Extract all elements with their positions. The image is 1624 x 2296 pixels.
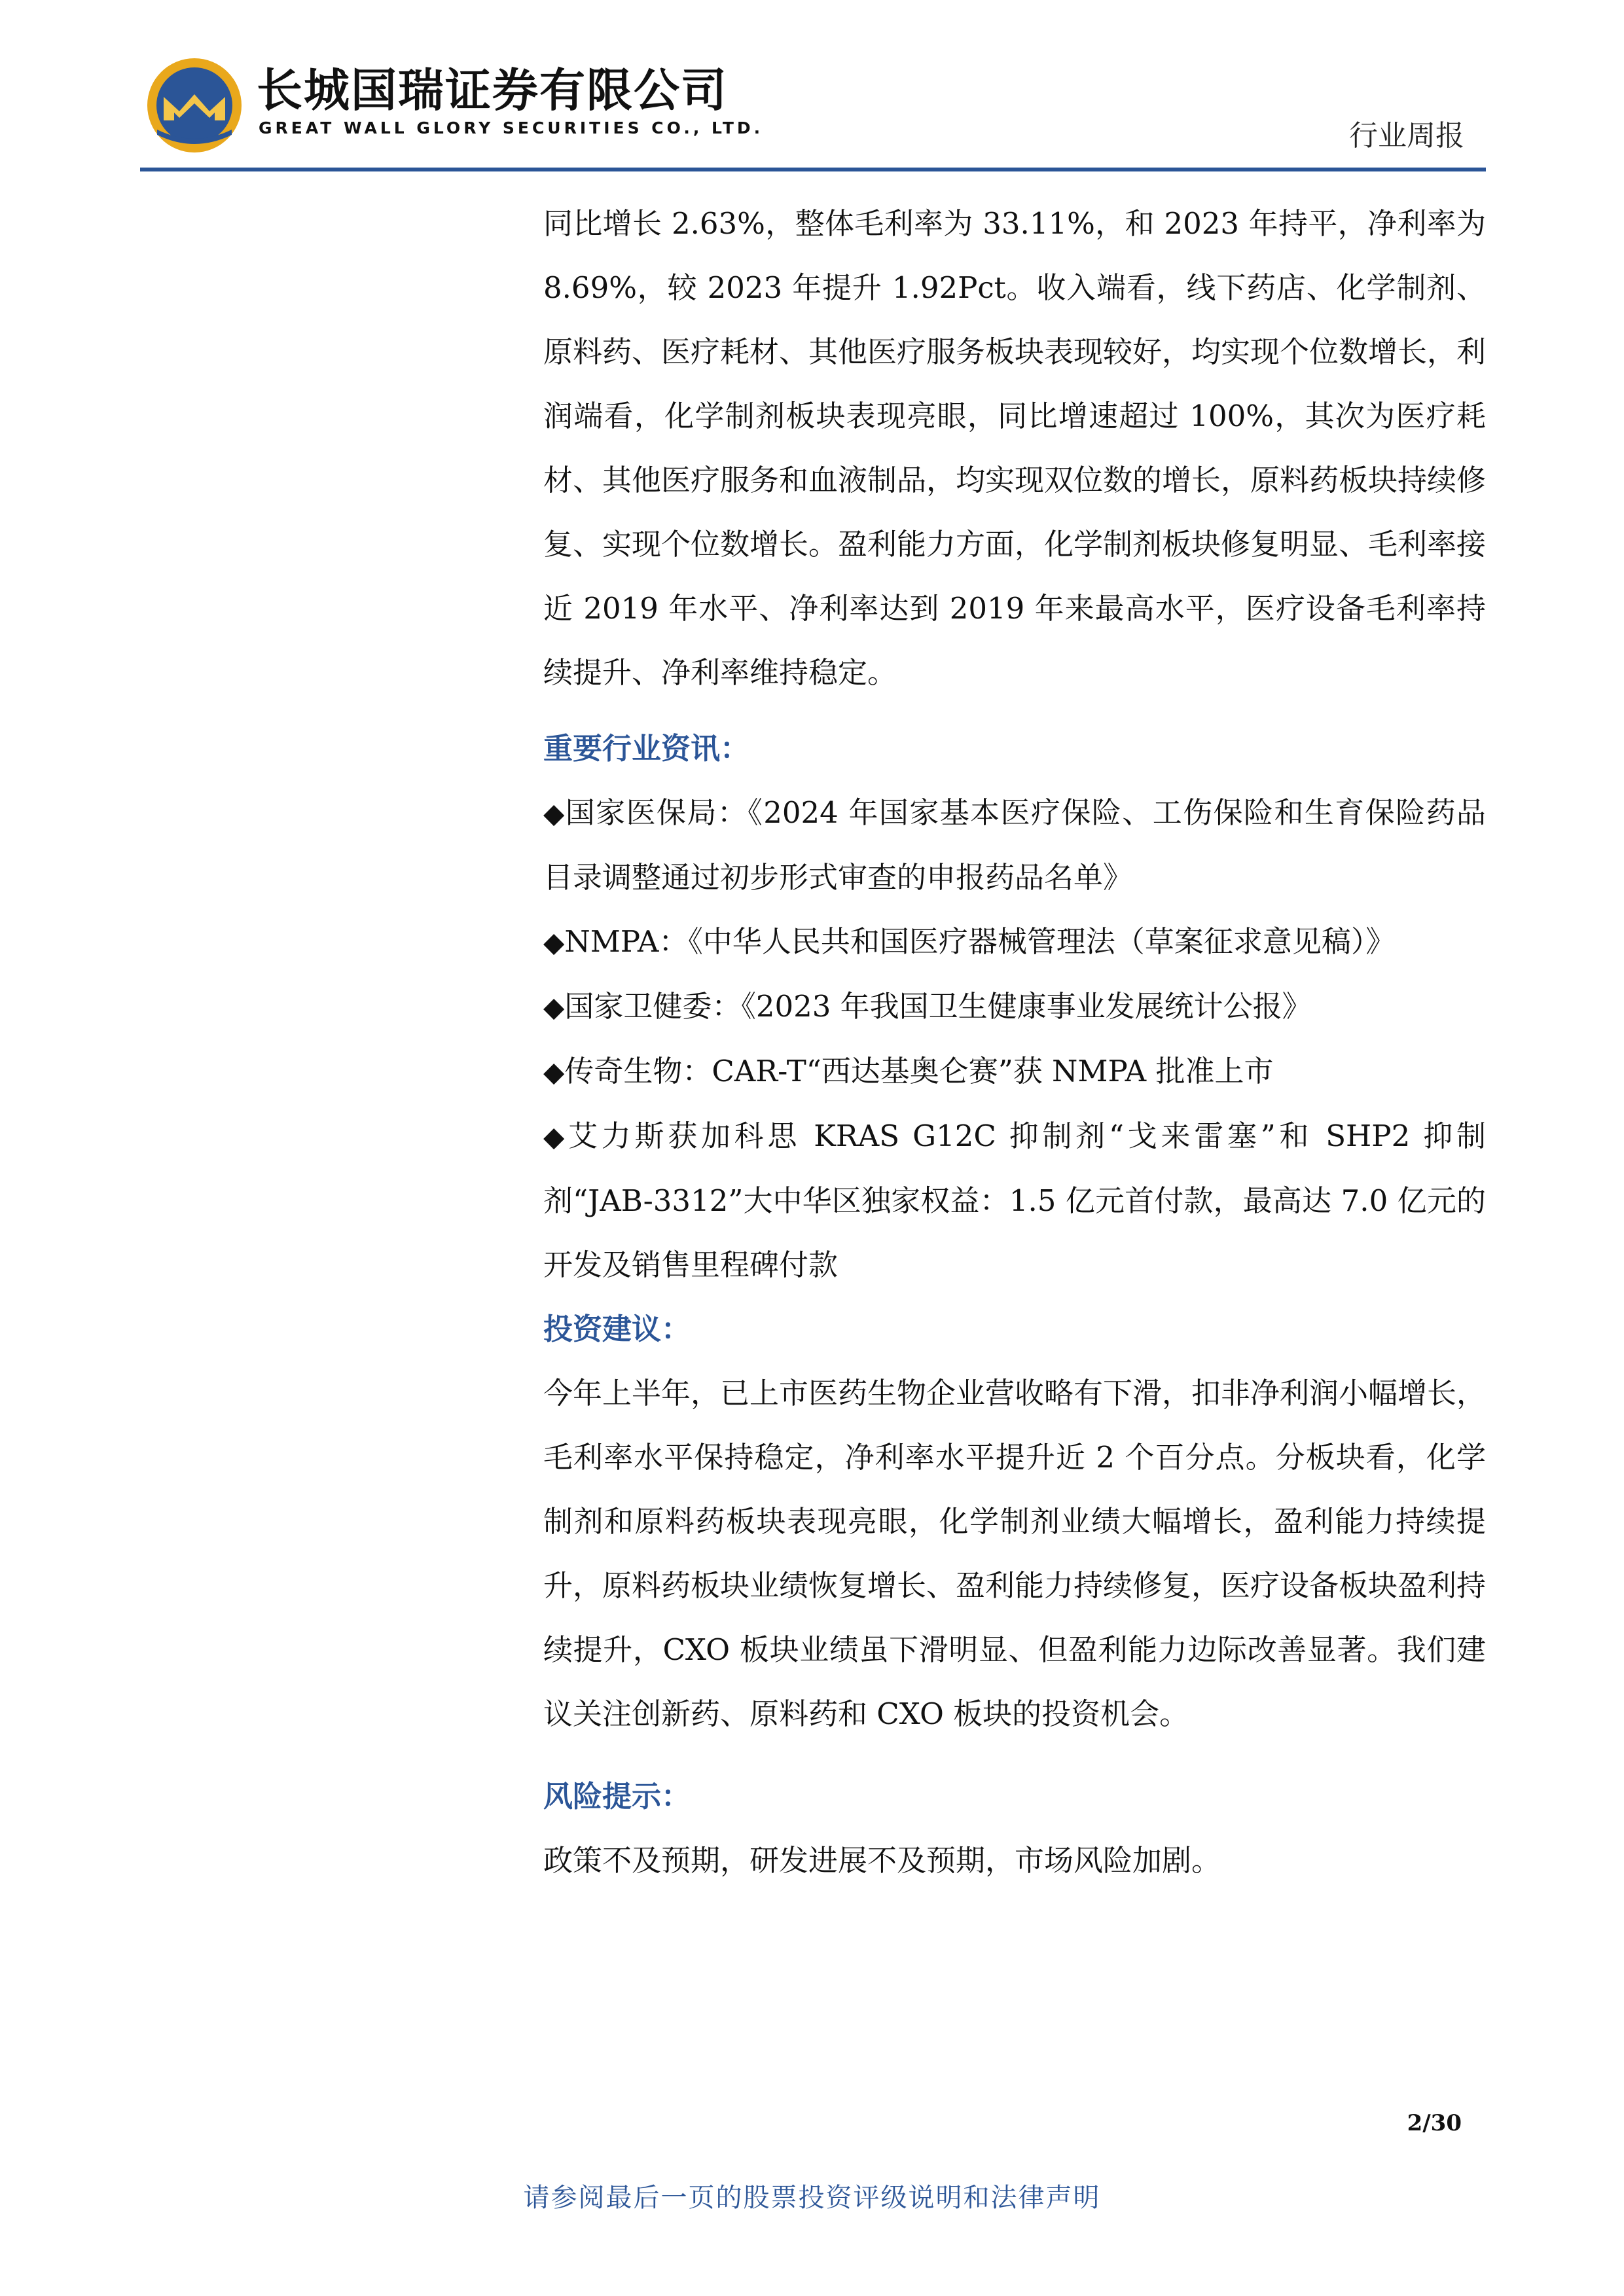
news-item-text: 国家医保局：《2024 年国家基本医疗保险、工伤保险和生育保险药品目录调整通过初步形式审查的申报药品名单》 xyxy=(543,795,1486,895)
news-item xyxy=(543,1104,1486,1297)
page-number: 2/30 xyxy=(1407,2110,1462,2136)
summary-paragraph: 同比增长 2.63%，整体毛利率为 33.11%，和 2023 年持平，净利率为 8.69%，较 2023 年提升 1.92Pct。收入端看，线下药店、化学制剂、原料药、医疗耗材、其他医疗服务板块表现较好，均实现个位数增长，利润端看，化学制剂板块表现亮眼，同比增速超过 100%，其次为医疗耗材、其他医疗服务和血液制品，均实现双位数的增长，原料药板块持续修复、实现个位数增长。盈利能力方面，化学制剂板块修复明显、毛利率接近 2019 年水平、净利率达到 2019 年来最高水平，医疗设备毛利率持续提升、净利率维持稳定。 xyxy=(543,206,1487,690)
investment-paragraph: 今年上半年，已上市医药生物企业营收略有下滑，扣非净利润小幅增长，毛利率水平保持稳定，净利率水平提升近 2 个百分点。分板块看，化学制剂和原料药板块表现亮眼，化学制剂业绩大幅增长，盈利能力持续提升，原料药板块业绩恢复增长、盈利能力持续修复，医疗设备板块盈利持续提升，CXO 板块业绩虽下滑明显、但盈利能力边际改善显著。我们建议关注创新药、原料药和 CXO 板块的投资机会。 xyxy=(543,1376,1487,1731)
header-divider xyxy=(140,168,1486,171)
diamond-bullet-icon: ◆ xyxy=(543,797,566,829)
diamond-bullet-icon: ◆ xyxy=(543,1056,565,1088)
report-type-label: 行业周报 xyxy=(1349,119,1464,152)
news-item xyxy=(543,975,1486,1039)
news-item xyxy=(543,781,1486,910)
risk-paragraph: 政策不及预期，研发进展不及预期，市场风险加剧。 xyxy=(543,1843,1221,1878)
investment-section-title: 投资建议： xyxy=(543,1312,691,1346)
report-body xyxy=(543,192,1486,1893)
news-item-text: 传奇生物：CAR-T“西达基奥仑赛”获 NMPA 批准上市 xyxy=(564,1054,1274,1088)
news-item xyxy=(543,1039,1486,1104)
news-section-title: 重要行业资讯： xyxy=(543,731,750,766)
news-item-text: NMPA：《中华人民共和国医疗器械管理法（草案征求意见稿）》 xyxy=(564,924,1396,959)
news-item-text: 艾力斯获加科思 KRAS G12C 抑制剂“戈来雷塞”和 SHP2 抑制剂“JAB-3312”大中华区独家权益：1.5 亿元首付款，最高达 7.0 亿元的开发及销售里程碑付款 xyxy=(543,1119,1486,1282)
company-name-cn: 长城国瑞证券有限公司 xyxy=(257,63,728,117)
company-logo-icon xyxy=(145,56,244,154)
news-item-text: 国家卫健委：《2023 年我国卫生健康事业发展统计公报》 xyxy=(564,989,1312,1024)
diamond-bullet-icon: ◆ xyxy=(543,926,565,958)
diamond-bullet-icon: ◆ xyxy=(543,1121,569,1153)
page-header xyxy=(0,0,1624,177)
company-name-en: GREAT WALL GLORY SECURITIES CO., LTD. xyxy=(259,118,764,137)
risk-section-title: 风险提示： xyxy=(543,1779,691,1814)
news-item xyxy=(543,910,1486,975)
diamond-bullet-icon: ◆ xyxy=(543,991,565,1023)
footer-disclaimer: 请参阅最后一页的股票投资评级说明和法律声明 xyxy=(523,2183,1101,2213)
